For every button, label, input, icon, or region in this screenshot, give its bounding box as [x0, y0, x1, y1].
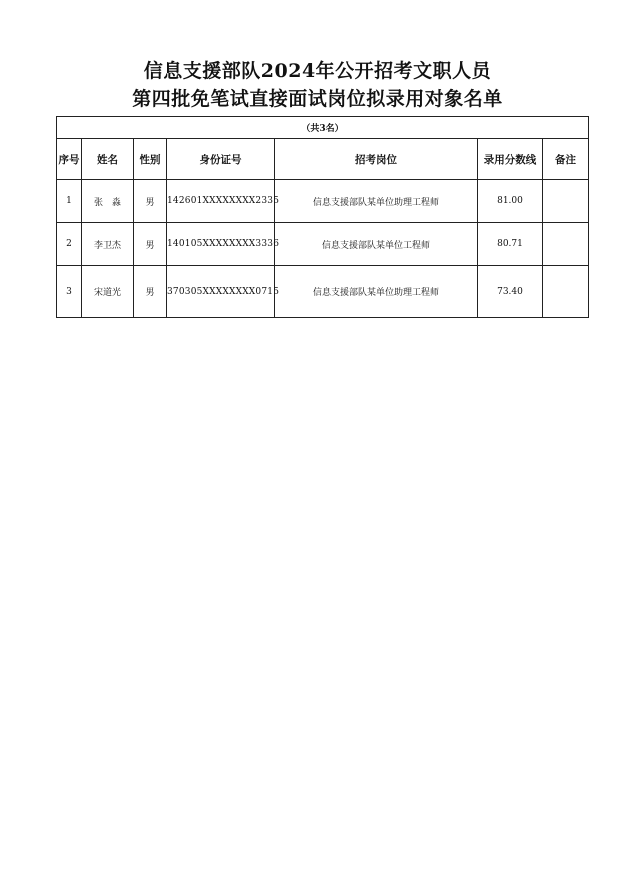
cell-post: 信息支援部队某单位工程师 [275, 223, 478, 266]
document-title-line2: 第四批免笔试直接面试岗位拟录用对象名单 [132, 88, 503, 110]
table-row [57, 266, 589, 318]
header-no: 序号 [57, 139, 82, 180]
cell-name: 宋道光 [82, 266, 134, 318]
cell-score: 73.40 [478, 266, 543, 318]
cell-no: 2 [57, 223, 82, 266]
table-row [57, 223, 589, 266]
cell-id: 142601XXXXXXXX2335 [167, 180, 275, 223]
cell-note [543, 266, 589, 318]
cell-no: 1 [57, 180, 82, 223]
header-gender: 性别 [134, 139, 167, 180]
cell-name: 李卫杰 [82, 223, 134, 266]
cell-gender: 男 [134, 266, 167, 318]
cell-gender: 男 [134, 223, 167, 266]
cell-id: 140105XXXXXXXX3336 [167, 223, 275, 266]
header-name: 姓名 [82, 139, 134, 180]
cell-post: 信息支援部队某单位助理工程师 [275, 266, 478, 318]
cell-name: 张 淼 [82, 180, 134, 223]
header-id: 身份证号 [167, 139, 275, 180]
cell-note [543, 223, 589, 266]
header-note: 备注 [543, 139, 589, 180]
header-score: 录用分数线 [478, 139, 543, 180]
cell-note [543, 180, 589, 223]
candidate-table [56, 116, 589, 318]
cell-no: 3 [57, 266, 82, 318]
document-title-line1: 信息支援部队2024年公开招考文职人员 [143, 60, 492, 82]
table-row [57, 180, 589, 223]
cell-id: 370305XXXXXXXX0715 [167, 266, 275, 318]
count-row [57, 117, 589, 139]
header-row [57, 139, 589, 180]
header-post: 招考岗位 [275, 139, 478, 180]
cell-post: 信息支援部队某单位助理工程师 [275, 180, 478, 223]
count-label: （共3名） [57, 117, 589, 139]
cell-gender: 男 [134, 180, 167, 223]
cell-score: 81.00 [478, 180, 543, 223]
cell-score: 80.71 [478, 223, 543, 266]
